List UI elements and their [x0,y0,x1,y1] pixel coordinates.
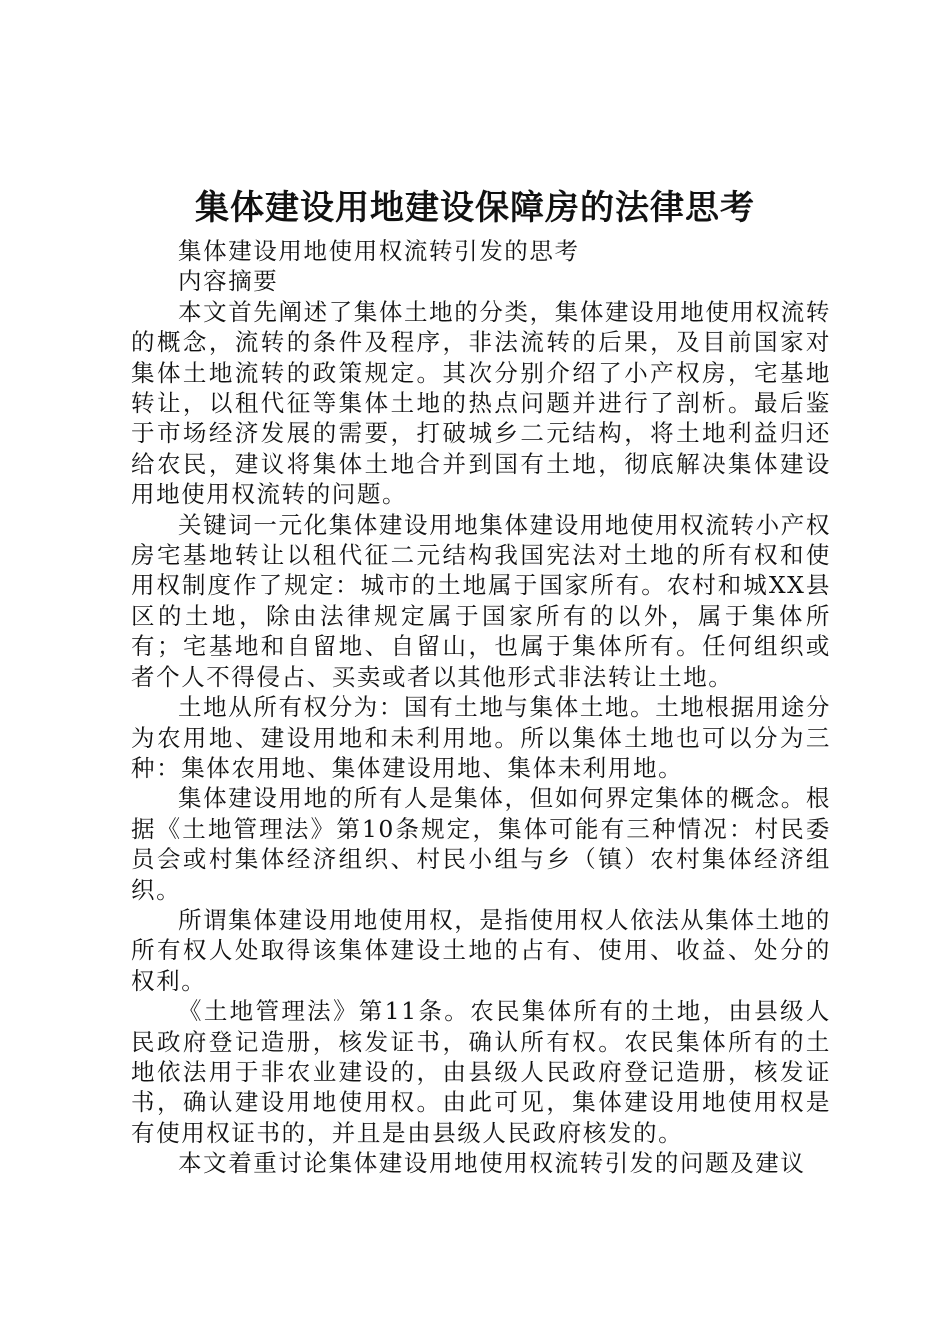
abstract-paragraph: 本文首先阐述了集体土地的分类，集体建设用地使用权流转的概念，流转的条件及程序，非法流转的后果，及目前国家对集体土地流转的政策规定。其次分别介绍了小产权房，宅基地转让，以租代征等集体土地的热点问题并进行了剖析。最后鉴于市场经济发展的需要，打破城乡二元结构，将土地利益归还给农民，建议将集体土地合并到国有土地，彻底解决集体建设用地使用权流转的问题。 [131,297,831,509]
land-law-article-paragraph: 《土地管理法》第11条。农民集体所有的土地，由县级人民政府登记造册，核发证书，确认所有权。农民集体所有的土地依法用于非农业建设的，由县级人民政府登记造册，核发证书，确认建设用地使用权。由此可见，集体建设用地使用权是有使用权证书的，并且是由县级人民政府核发的。 [131,997,831,1147]
focus-paragraph: 本文着重讨论集体建设用地使用权流转引发的问题及建议 [178,1149,806,1178]
collective-owner-paragraph: 集体建设用地的所有人是集体，但如何界定集体的概念。根据《土地管理法》第10条规定，集体可能有三种情况：村民委员会或村集体经济组织、村民小组与乡（镇）农村集体经济组织。 [131,784,831,904]
subtitle-paragraph: 集体建设用地使用权流转引发的思考 [178,237,580,265]
use-right-definition-paragraph: 所谓集体建设用地使用权，是指使用权人依法从集体土地的所有权人处取得该集体建设土地的占有、使用、收益、处分的权利。 [131,905,831,995]
abstract-heading: 内容摘要 [178,267,279,296]
land-classification-paragraph: 土地从所有权分为：国有土地与集体土地。土地根据用途分为农用地、建设用地和未利用地。所以集体土地也可以分为三种：集体农用地、集体建设用地、集体未利用地。 [131,693,831,782]
document-title: 集体建设用地建设保障房的法律思考 [195,188,755,228]
keywords-paragraph: 关键词一元化集体建设用地集体建设用地使用权流转小产权房宅基地转让以租代征二元结构我国宪法对土地的所有权和使用权制度作了规定：城市的土地属于国家所有。农村和城XX县区的土地，除由法律规定属于国家所有的以外，属于集体所有；宅基地和自留地、自留山，也属于集体所有。任何组织或者个人不得侵占、买卖或者以其他形式非法转让土地。 [131,510,831,691]
document-body [131,236,831,1179]
